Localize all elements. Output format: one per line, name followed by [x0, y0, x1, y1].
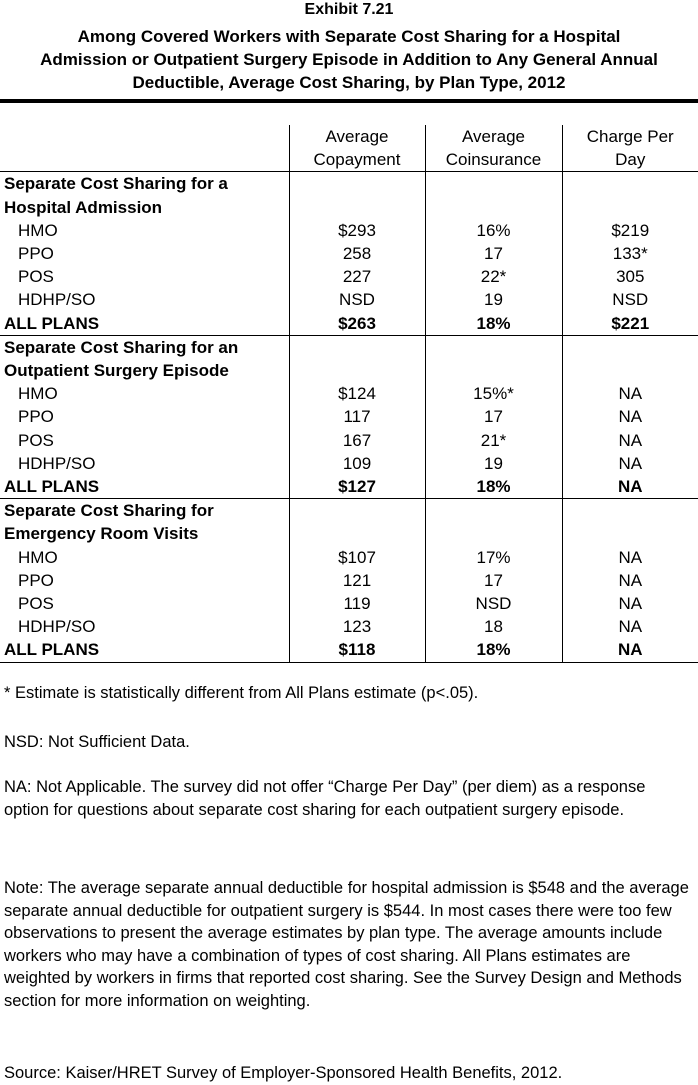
table-row [0, 546, 698, 569]
empty-cell [289, 499, 425, 523]
empty-cell [562, 359, 698, 382]
section-heading-row [0, 172, 698, 196]
note-asterisk: * Estimate is statistically different from All Plans estimate (p<.05). [4, 684, 479, 702]
empty-cell [562, 335, 698, 359]
column-header: Coinsurance [425, 148, 562, 172]
value-cell: 109 [289, 452, 425, 475]
value-cell: $107 [289, 546, 425, 569]
column-header-row [0, 125, 698, 148]
value-cell: $263 [289, 312, 425, 336]
table-row [0, 219, 698, 242]
table-row [0, 265, 698, 288]
value-cell: 119 [289, 592, 425, 615]
value-cell: 17 [425, 242, 562, 265]
section-heading-row [0, 522, 698, 545]
value-cell: $127 [289, 475, 425, 499]
empty-cell [562, 522, 698, 545]
plan-type: HMO [18, 220, 58, 240]
section-title: Separate Cost Sharing for a [4, 174, 228, 194]
value-cell: $219 [562, 219, 698, 242]
table-row [0, 429, 698, 452]
note-source: Source: Kaiser/HRET Survey of Employer-Sponsored Health Benefits, 2012. [4, 1064, 563, 1082]
section-heading-row [0, 196, 698, 219]
section-heading-row [0, 335, 698, 359]
empty-cell [289, 335, 425, 359]
section-title: Separate Cost Sharing for an [4, 337, 239, 357]
table-row [0, 569, 698, 592]
title-rule [0, 99, 698, 103]
column-header: Day [562, 148, 698, 172]
empty-cell [289, 359, 425, 382]
value-cell: NSD [289, 288, 425, 311]
empty-cell [562, 499, 698, 523]
table-row [0, 452, 698, 475]
empty-cell [425, 335, 562, 359]
column-header: Copayment [289, 148, 425, 172]
value-cell: 117 [289, 405, 425, 428]
value-cell: 133* [562, 242, 698, 265]
section-heading-row [0, 499, 698, 523]
value-cell: NA [562, 592, 698, 615]
table-row [0, 242, 698, 265]
value-cell: 17 [425, 569, 562, 592]
value-cell: 21* [425, 429, 562, 452]
column-header: Average [425, 125, 562, 148]
empty-cell [425, 196, 562, 219]
title-line: Among Covered Workers with Separate Cost Sharing for a Hospital [77, 27, 621, 46]
table-row [0, 615, 698, 638]
empty-cell [562, 196, 698, 219]
exhibit-title [0, 25, 698, 94]
all-plans-row [0, 312, 698, 336]
all-plans-row [0, 638, 698, 662]
value-cell: NA [562, 638, 698, 662]
value-cell: 123 [289, 615, 425, 638]
value-cell: 19 [425, 288, 562, 311]
plan-type: ALL PLANS [0, 312, 289, 336]
value-cell: 227 [289, 265, 425, 288]
value-cell: NA [562, 452, 698, 475]
empty-cell [425, 359, 562, 382]
value-cell: NA [562, 615, 698, 638]
table-row [0, 405, 698, 428]
header-blank [0, 148, 289, 172]
all-plans-row [0, 475, 698, 499]
value-cell: 15%* [425, 382, 562, 405]
value-cell: 22* [425, 265, 562, 288]
value-cell: NSD [562, 288, 698, 311]
plan-type: POS [18, 430, 54, 450]
value-cell: NA [562, 382, 698, 405]
section-title: Outpatient Surgery Episode [4, 361, 229, 381]
section-title: Emergency Room Visits [4, 524, 199, 544]
value-cell: $124 [289, 382, 425, 405]
value-cell: 17 [425, 405, 562, 428]
exhibit-number: Exhibit 7.21 [304, 1, 394, 18]
section-title: Hospital Admission [4, 197, 163, 217]
value-cell: $118 [289, 638, 425, 662]
table-row [0, 288, 698, 311]
plan-type: ALL PLANS [0, 638, 289, 662]
table-row [0, 592, 698, 615]
value-cell: 258 [289, 242, 425, 265]
note-deductible: Note: The average separate annual deductible for hospital admission is $548 and the average separate annual deductible for outpatient surgery is $544. In most cases there were too few observations to present the average estimates by plan type. The average amounts include workers who may have a combination of types of cost sharing. All Plans estimates are weighted by workers in firms that reported cost sharing. See the Survey Design and Methods section for more information on weighting. [4, 879, 689, 1010]
section-title: Separate Cost Sharing for [4, 501, 214, 521]
value-cell: 17% [425, 546, 562, 569]
plan-type: POS [18, 594, 54, 614]
plan-type: POS [18, 267, 54, 287]
title-line: Admission or Outpatient Surgery Episode in Addition to Any General Annual [40, 50, 658, 69]
value-cell: NA [562, 569, 698, 592]
value-cell: NA [562, 546, 698, 569]
value-cell: 18 [425, 615, 562, 638]
column-header: Average [289, 125, 425, 148]
value-cell: 121 [289, 569, 425, 592]
plan-type: HDHP/SO [18, 453, 96, 473]
value-cell: 16% [425, 219, 562, 242]
column-header-row [0, 148, 698, 172]
plan-type: HMO [18, 384, 58, 404]
empty-cell [425, 522, 562, 545]
header-blank [0, 125, 289, 148]
value-cell: 18% [425, 475, 562, 499]
value-cell: 18% [425, 312, 562, 336]
plan-type: ALL PLANS [0, 475, 289, 499]
section-heading-row [0, 359, 698, 382]
empty-cell [425, 499, 562, 523]
plan-type: PPO [18, 244, 54, 264]
empty-cell [289, 196, 425, 219]
empty-cell [289, 172, 425, 196]
table-row [0, 382, 698, 405]
value-cell: NA [562, 475, 698, 499]
value-cell: 305 [562, 265, 698, 288]
cost-sharing-table [0, 125, 698, 663]
note-na: NA: Not Applicable. The survey did not offer “Charge Per Day” (per diem) as a response option for questions about separate cost sharing for each outpatient surgery episode. [4, 778, 646, 819]
value-cell: $221 [562, 312, 698, 336]
value-cell: 18% [425, 638, 562, 662]
value-cell: 19 [425, 452, 562, 475]
value-cell: 167 [289, 429, 425, 452]
column-header: Charge Per [562, 125, 698, 148]
empty-cell [425, 172, 562, 196]
value-cell: NA [562, 429, 698, 452]
value-cell: NSD [425, 592, 562, 615]
plan-type: HDHP/SO [18, 617, 96, 637]
plan-type: PPO [18, 407, 54, 427]
value-cell: $293 [289, 219, 425, 242]
title-line: Deductible, Average Cost Sharing, by Plan Type, 2012 [132, 73, 566, 92]
value-cell: NA [562, 405, 698, 428]
empty-cell [562, 172, 698, 196]
plan-type: PPO [18, 570, 54, 590]
empty-cell [289, 522, 425, 545]
plan-type: HMO [18, 547, 58, 567]
plan-type: HDHP/SO [18, 290, 96, 310]
note-nsd: NSD: Not Sufficient Data. [4, 733, 190, 751]
